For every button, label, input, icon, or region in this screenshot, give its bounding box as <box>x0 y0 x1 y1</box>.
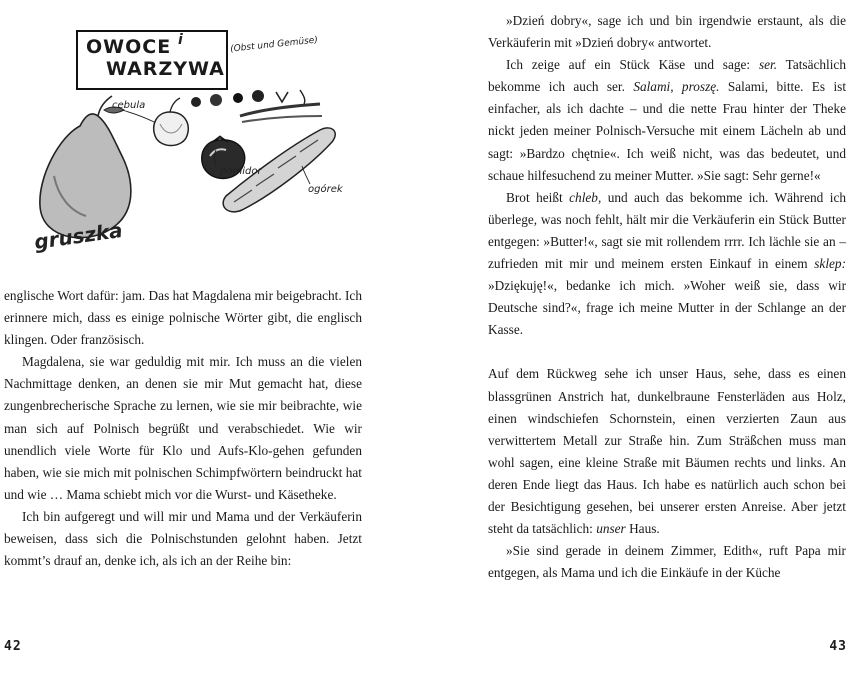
italic-chleb: chleb, <box>569 189 602 205</box>
left-paragraph-2: Magdalena, sie war geduldig mit mir. Ich muss an die vielen Nachmittage denken, an denen sie mir Mut gemacht hat, diese zungenbrecherische Sprache zu lernen, wie sie mir beibrachte, wie man sich auf Polnisch begrüßt und verabschiedet. Wie wir unendlich viele Worte für Klo und Aufs-Klo-gehen gefunden haben, wie sie mich mit polnischen Schimpfwörtern beindruckt hat und wie … Mama schiebt mich vor die Wurst- und Käsetheke. <box>4 354 362 502</box>
italic-sklep: sklep: <box>814 256 846 272</box>
label-ogorek: ogórek <box>308 184 343 195</box>
right-paragraph-5: »Sie sind gerade in deinem Zimmer, Edith«, ruft Papa mir entgegen, als Mama und ich die Einkäufe in der Küche <box>488 543 846 581</box>
right-paragraph-3 <box>488 187 846 342</box>
right-page <box>426 0 853 682</box>
text-run: Ich zeige auf ein Stück Käse und sage: <box>506 57 759 73</box>
italic-ser: ser. <box>758 57 778 73</box>
label-cebula: cebula <box>112 100 146 111</box>
fruit-vegetable-illustration <box>20 6 365 261</box>
right-page-text <box>488 10 846 584</box>
illustration-title-connector: i <box>178 32 183 48</box>
right-paragraph-1: »Dzień dobry«, sage ich und bin irgendwie erstaunt, als die Verkäuferin mit »Dzień dobry« antwortet. <box>488 13 846 51</box>
illustration-title-line1: OWOCE <box>86 36 172 58</box>
text-run: Auf dem Rückweg sehe ich unser Haus, sehe, dass es einen blassgrünen Anstrich hat, dunkelbraune Fensterläden aus Holz, einen windschiefen Schornstein, einen verzierten Zaun aus verwittertem Metall zur Straße hin. Zum Sträßchen muss man wohl sagen, eine kleine Straße mit Bäumen rechts und links. An deren Ende liegt das Haus. Ich habe es natürlich auch schon bei der Besichtigung gesehen, bei unserer ersten Anreise. Aber jetzt steht da tatsächlich: <box>488 366 846 537</box>
label-gruszka: gruszka <box>32 217 125 255</box>
illustration-title-line2: WARZYWA <box>106 58 225 80</box>
left-paragraph-3: Ich bin aufgeregt und will mir und Mama und der Verkäuferin beweisen, dass sich die Polnischstunden gelohnt haben. Jetzt kommt’s drauf an, denke ich, als ich an der Reihe bin: <box>4 508 362 569</box>
text-run: Salami, bitte. Es ist einfacher, als ich dachte – und die nette Frau hinter der Theke nickt jeden meiner Polnisch-Versuche mit einem Lächeln ab und sagt: »Bardzo chętnie«. Ich weiß nicht, was das bedeutet, und schaue hilfesuchend zu meiner Mutter. »Sie sagt: Sehr gerne!« <box>488 79 847 183</box>
text-run: und auch das bekomme ich. Während ich überlege, was noch fehlt, hält mir die Verkäuferin ein Stück Butter entgegen: »Butter!«, sagt sie mit rollendem rrrr. Ich lächle sie an – zufrieden mit mir und meinem ersten Einkauf in einem <box>488 189 846 272</box>
illustration-title-box <box>76 30 228 90</box>
left-page <box>0 0 426 682</box>
left-paragraph-1: englische Wort dafür: jam. Das hat Magdalena mir beigebracht. Ich erinnere mich, dass es einige polnische Wörter gibt, die englisch klingen. Oder französisch. <box>4 288 362 348</box>
text-run: Tatsächlich bekomme ich auch ser. <box>488 57 846 95</box>
text-run: Haus. <box>625 521 660 537</box>
page-number-right: 43 <box>829 639 847 654</box>
illustration-subtitle: (Obst und Gemüse) <box>229 35 319 55</box>
right-paragraph-4 <box>488 363 846 540</box>
text-run: »Dziękuję!«, bedanke ich mich. »Woher weiß sie, dass wir Deutsche sind?«, frage ich meine Mutter in der Schlange an der Kasse. <box>488 278 846 338</box>
text-run: Brot heißt <box>506 189 570 205</box>
page-number-left: 42 <box>4 639 22 654</box>
left-page-text <box>4 285 362 572</box>
onion-drawing <box>154 112 189 146</box>
italic-unser: unser <box>596 521 626 537</box>
label-pomidor: pomidor <box>220 166 262 177</box>
right-paragraph-2 <box>488 54 846 187</box>
italic-salami: Salami, proszę. <box>633 79 720 95</box>
